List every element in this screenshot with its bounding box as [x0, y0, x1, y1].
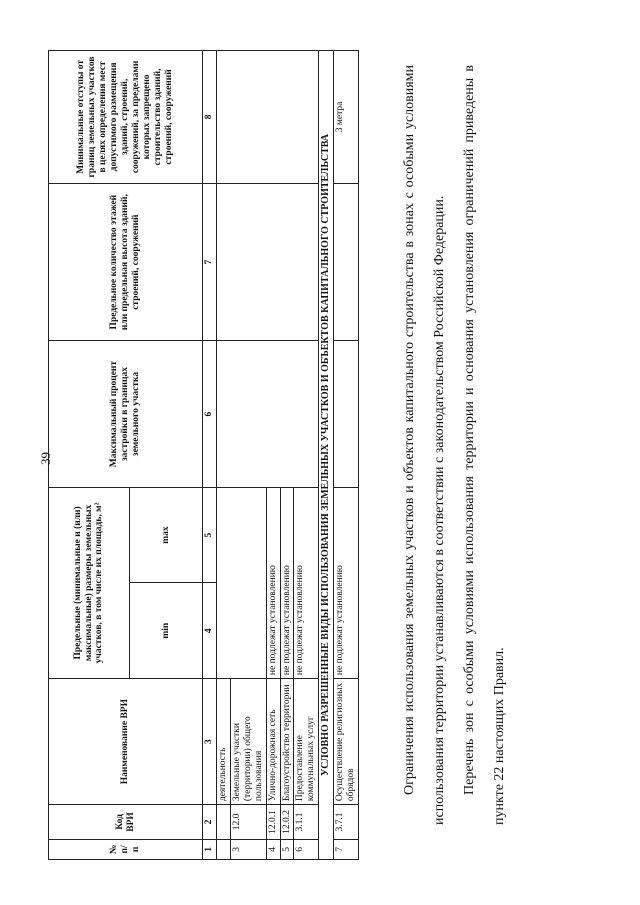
footer-paragraph: Ограничения использования земельных участков и объектов капитального строительства в зонах с особыми условиями использования территории устанавливаются в соответствии с законодательством Российской Федерации.: [402, 65, 447, 825]
row-code: 3.7.1: [333, 805, 358, 840]
row-size-value: не подлежат установлению: [294, 487, 319, 678]
continuation-text: деятельность: [216, 679, 230, 805]
row-no: 7: [333, 839, 358, 859]
row-code: 12.0.1: [266, 805, 280, 840]
zoning-parameters-table: [48, 50, 359, 860]
col-number: 4: [203, 583, 217, 679]
row-no: 4: [266, 839, 280, 859]
row-no: 3: [230, 839, 266, 859]
table-row: [216, 51, 230, 860]
col-number: 3: [203, 679, 217, 805]
header-percent: Максимальный процент застройки в границах земельного участка: [49, 341, 203, 487]
col-number: 2: [203, 805, 217, 840]
header-min: min: [130, 583, 203, 679]
row-no: 5: [280, 839, 294, 859]
col-number: 6: [203, 341, 217, 487]
row-size-value: не подлежат установлению: [333, 487, 358, 678]
row-no: 6: [294, 839, 319, 859]
header-no: № п/п: [49, 839, 203, 859]
section-header-row: [319, 51, 334, 860]
col-number: 5: [203, 487, 217, 583]
col-number: 7: [203, 183, 217, 341]
page-number: 39: [38, 452, 53, 465]
row-name: Благоустройство территории: [280, 679, 294, 805]
row-size-value: не подлежат установлению: [280, 487, 294, 678]
row-name: Земельные участки (территории) общего пользования: [230, 679, 266, 805]
row-code: 3.1.1: [294, 805, 319, 840]
header-row-1: [49, 51, 130, 860]
row-name: Осуществление религиозных обрядов: [333, 679, 358, 805]
footer-text: [395, 65, 515, 825]
table-row: [333, 51, 358, 860]
row-code: 12.0.2: [280, 805, 294, 840]
column-number-row: [203, 51, 217, 860]
section-title: УСЛОВНО РАЗРЕШЕННЫЕ ВИДЫ ИСПОЛЬЗОВАНИЯ ЗЕМЕЛЬНЫХ УЧАСТКОВ И ОБЪЕКТОВ КАПИТАЛЬНОГО СТРОИТЕЛЬСТВА: [319, 51, 334, 860]
row-size-value: не подлежат установлению: [266, 487, 280, 678]
header-floors: Предельное количество этажей или предельная высота зданий, строений, сооружений: [49, 183, 203, 341]
row-code: 12.0: [230, 805, 266, 840]
col-number: 8: [203, 51, 217, 184]
header-sizes: Предельные (минимальные и (или) максимальные) размеры земельных участков, в том числе их площадь, м²: [49, 487, 130, 678]
row-setback: 3 метра: [333, 51, 358, 184]
header-setbacks: Минимальные отступы от границ земельных участков в целях определения мест допустимого размещения зданий, строений, сооружений, за пределами которых запрещено строительство зданий, строений, сооружений: [49, 51, 203, 184]
header-name: Наименование ВРИ: [49, 679, 203, 805]
row-name: Улично-дорожная сеть: [266, 679, 280, 805]
footer-paragraph: Перечень зон с особыми условиями использования территории и основания установления ограничений приведены в пункте 22 настоящих Правил.: [462, 65, 507, 825]
row-name: Предоставление коммунальных услуг: [294, 679, 319, 805]
header-max: max: [130, 487, 203, 583]
header-code: Код ВРИ: [49, 805, 203, 840]
col-number: 1: [203, 839, 217, 859]
